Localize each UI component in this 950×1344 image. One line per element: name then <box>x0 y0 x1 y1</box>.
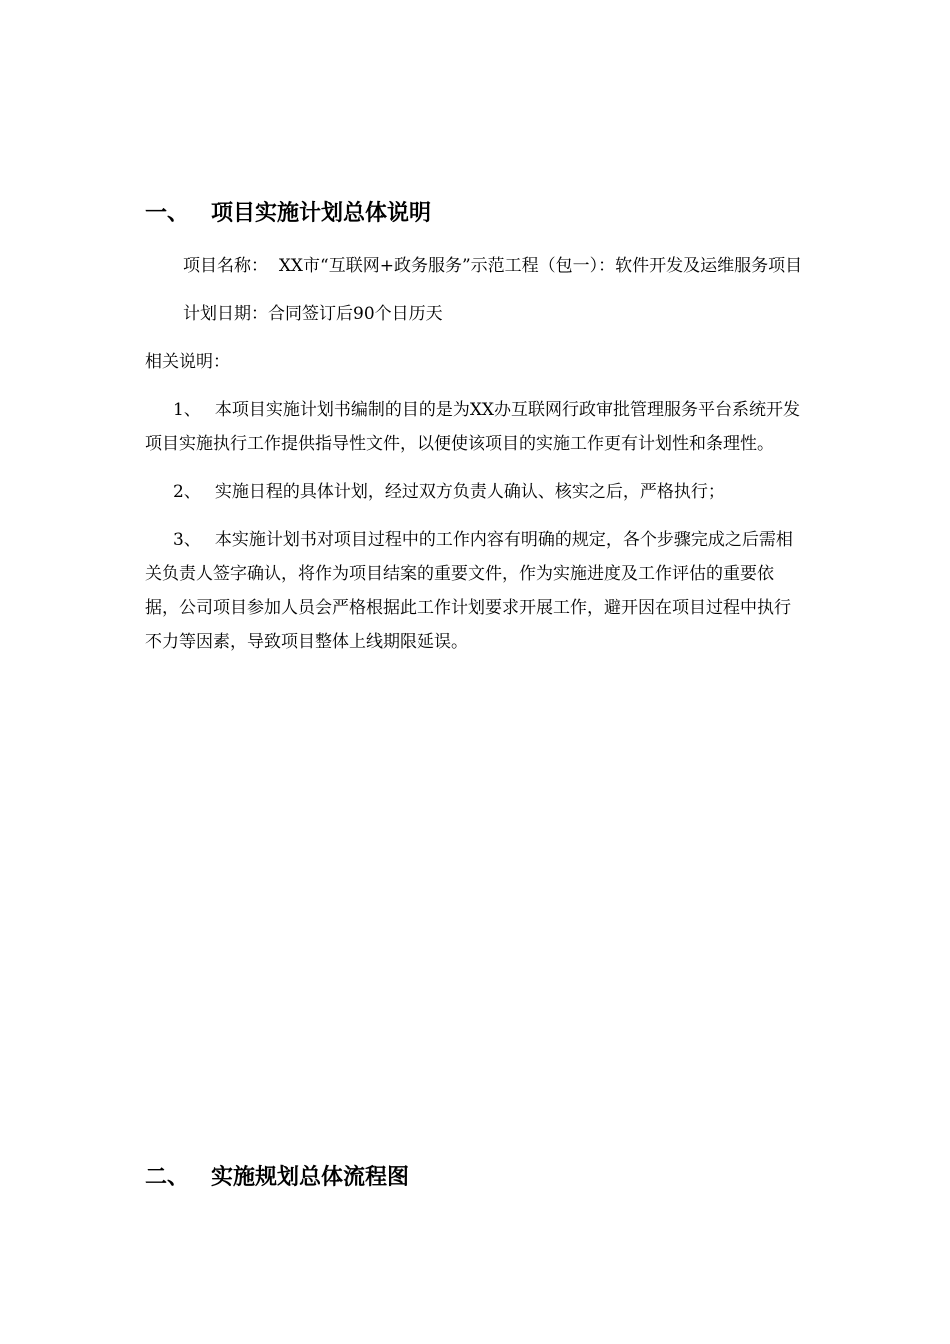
section-1-number: 一、 <box>145 201 190 226</box>
project-name-paragraph <box>145 249 807 283</box>
section-1-title: 项目实施计划总体说明 <box>211 201 432 226</box>
section-2-number: 二、 <box>145 1165 190 1190</box>
note-item-3-text: 本实施计划书对项目过程中的工作内容有明确的规定，各个步骤完成之后需相关负责人签字确认，将作为项目结案的重要文件，作为实施进度及工作评估的重要依据，公司项目参加人员会严格根据此工作计划要求开展工作，避开因在项目过程中执行不力等因素，导致项目整体上线期限延误。 <box>145 530 793 652</box>
section-1-body <box>145 249 807 659</box>
notes-label: 相关说明： <box>145 352 230 372</box>
note-item-1 <box>145 393 807 461</box>
section-2-title: 实施规划总体流程图 <box>211 1165 410 1190</box>
note-item-2 <box>145 475 807 509</box>
project-name-value: XX市“互联网+政务服务”示范工程（包一）：软件开发及运维服务项目 <box>278 256 803 276</box>
note-item-2-index: 2、 <box>173 482 201 502</box>
note-item-1-index: 1、 <box>173 400 201 420</box>
section-2-heading <box>145 1163 409 1193</box>
plan-date-label: 计划日期： <box>183 304 268 324</box>
project-name-label: 项目名称： <box>183 256 268 276</box>
section-1-heading <box>145 199 431 229</box>
note-item-1-text: 本项目实施计划书编制的目的是为XX办互联网行政审批管理服务平台系统开发项目实施执行工作提供指导性文件，以便使该项目的实施工作更有计划性和条理性。 <box>145 400 801 454</box>
note-item-3 <box>145 523 807 659</box>
plan-date-paragraph <box>145 297 807 331</box>
note-item-2-text: 实施日程的具体计划，经过双方负责人确认、核实之后，严格执行； <box>214 482 725 502</box>
note-item-3-index: 3、 <box>173 530 201 550</box>
plan-date-value: 合同签订后90个日历天 <box>268 304 443 324</box>
